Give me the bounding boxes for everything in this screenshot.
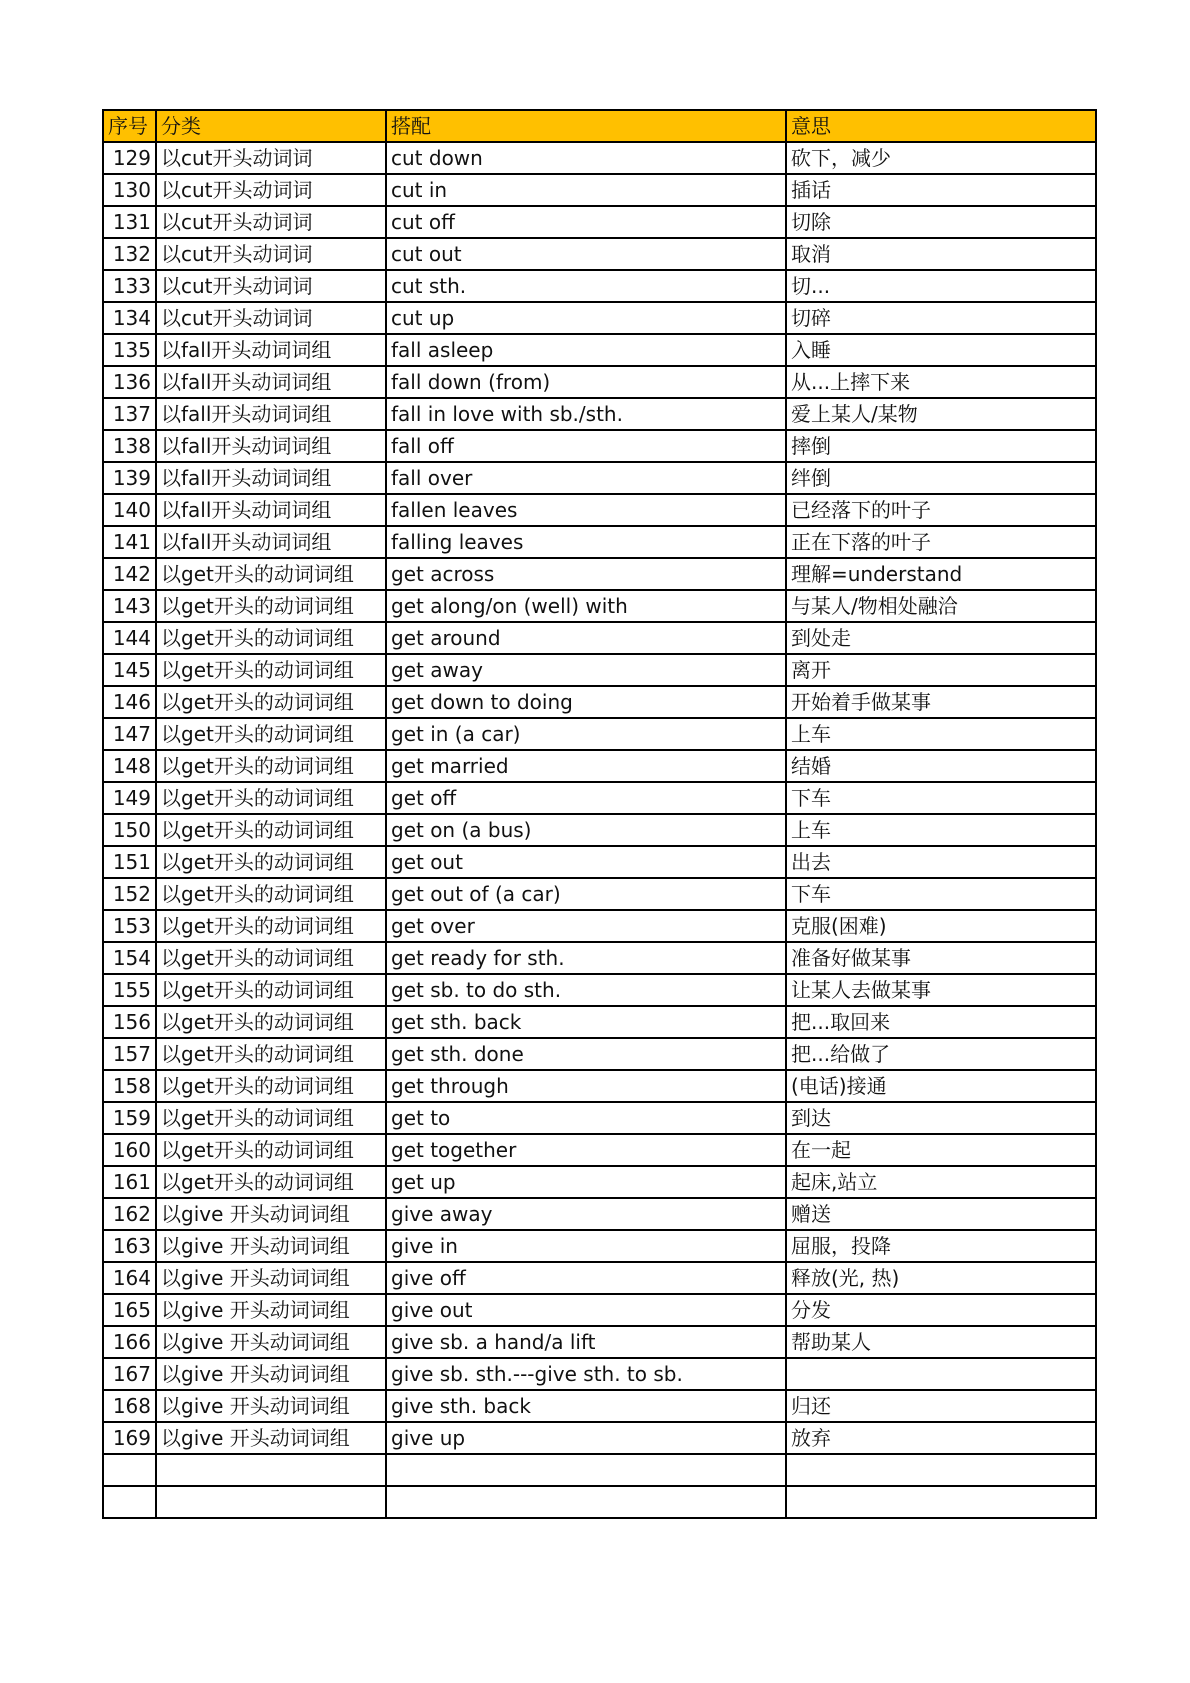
cell-phrase	[386, 1454, 786, 1486]
cell-index: 144	[103, 622, 156, 654]
cell-phrase: get through	[386, 1070, 786, 1102]
table-row	[103, 622, 1096, 654]
cell-index: 153	[103, 910, 156, 942]
cell-index: 159	[103, 1102, 156, 1134]
cell-meaning: 摔倒	[786, 430, 1096, 462]
cell-phrase: get in (a car)	[386, 718, 786, 750]
cell-index: 149	[103, 782, 156, 814]
cell-meaning: 屈服，投降	[786, 1230, 1096, 1262]
table-row	[103, 430, 1096, 462]
cell-meaning	[786, 1486, 1096, 1518]
cell-phrase: get down to doing	[386, 686, 786, 718]
cell-phrase: give sb. sth.---give sth. to sb.	[386, 1358, 786, 1390]
cell-index: 160	[103, 1134, 156, 1166]
cell-category: 以give 开头动词词组	[156, 1358, 386, 1390]
table-row	[103, 494, 1096, 526]
header-category: 分类	[156, 110, 386, 142]
cell-category: 以get开头的动词词组	[156, 974, 386, 1006]
cell-meaning: 上车	[786, 718, 1096, 750]
cell-meaning: 切碎	[786, 302, 1096, 334]
cell-index: 166	[103, 1326, 156, 1358]
cell-category: 以give 开头动词词组	[156, 1230, 386, 1262]
cell-meaning	[786, 1358, 1096, 1390]
cell-meaning: 切...	[786, 270, 1096, 302]
cell-category: 以cut开头动词词	[156, 270, 386, 302]
cell-index: 135	[103, 334, 156, 366]
table-row	[103, 1134, 1096, 1166]
table-row	[103, 238, 1096, 270]
cell-index: 156	[103, 1006, 156, 1038]
cell-phrase: cut down	[386, 142, 786, 174]
cell-meaning: 到达	[786, 1102, 1096, 1134]
cell-category: 以get开头的动词词组	[156, 1134, 386, 1166]
table-row	[103, 1038, 1096, 1070]
cell-meaning: 从...上摔下来	[786, 366, 1096, 398]
table-row	[103, 462, 1096, 494]
header-meaning: 意思	[786, 110, 1096, 142]
cell-phrase: give away	[386, 1198, 786, 1230]
cell-meaning: 放弃	[786, 1422, 1096, 1454]
cell-index: 146	[103, 686, 156, 718]
cell-phrase: get out of (a car)	[386, 878, 786, 910]
cell-meaning	[786, 1454, 1096, 1486]
cell-index: 155	[103, 974, 156, 1006]
table-row	[103, 174, 1096, 206]
cell-phrase: get sth. back	[386, 1006, 786, 1038]
cell-index: 132	[103, 238, 156, 270]
cell-index: 164	[103, 1262, 156, 1294]
cell-index	[103, 1486, 156, 1518]
cell-index: 138	[103, 430, 156, 462]
table-row	[103, 1454, 1096, 1486]
cell-phrase: cut sth.	[386, 270, 786, 302]
table-row	[103, 942, 1096, 974]
cell-index: 163	[103, 1230, 156, 1262]
cell-category: 以get开头的动词词组	[156, 782, 386, 814]
cell-meaning: 把...取回来	[786, 1006, 1096, 1038]
cell-index: 162	[103, 1198, 156, 1230]
cell-category: 以cut开头动词词	[156, 238, 386, 270]
table-row	[103, 206, 1096, 238]
cell-category: 以fall开头动词词组	[156, 430, 386, 462]
cell-category: 以get开头的动词词组	[156, 1038, 386, 1070]
cell-meaning: 在一起	[786, 1134, 1096, 1166]
cell-index: 148	[103, 750, 156, 782]
cell-meaning: 赠送	[786, 1198, 1096, 1230]
table-row	[103, 974, 1096, 1006]
table-row	[103, 1166, 1096, 1198]
cell-meaning: 上车	[786, 814, 1096, 846]
cell-meaning: 结婚	[786, 750, 1096, 782]
cell-index: 134	[103, 302, 156, 334]
cell-phrase: get over	[386, 910, 786, 942]
cell-phrase: cut off	[386, 206, 786, 238]
table-row	[103, 654, 1096, 686]
cell-index: 137	[103, 398, 156, 430]
cell-phrase: fallen leaves	[386, 494, 786, 526]
cell-meaning: 释放(光, 热)	[786, 1262, 1096, 1294]
cell-meaning: 归还	[786, 1390, 1096, 1422]
table-row	[103, 558, 1096, 590]
cell-meaning: 理解=understand	[786, 558, 1096, 590]
cell-phrase: get along/on (well) with	[386, 590, 786, 622]
cell-index: 143	[103, 590, 156, 622]
cell-category: 以get开头的动词词组	[156, 750, 386, 782]
cell-index: 131	[103, 206, 156, 238]
cell-phrase: cut out	[386, 238, 786, 270]
table-row	[103, 878, 1096, 910]
cell-index: 142	[103, 558, 156, 590]
cell-category: 以get开头的动词词组	[156, 1102, 386, 1134]
cell-category: 以get开头的动词词组	[156, 910, 386, 942]
table-row	[103, 366, 1096, 398]
cell-meaning: 把...给做了	[786, 1038, 1096, 1070]
cell-phrase: get out	[386, 846, 786, 878]
cell-phrase: get up	[386, 1166, 786, 1198]
cell-phrase: fall asleep	[386, 334, 786, 366]
cell-index: 140	[103, 494, 156, 526]
cell-index: 130	[103, 174, 156, 206]
cell-category: 以get开头的动词词组	[156, 814, 386, 846]
cell-index: 136	[103, 366, 156, 398]
table-row	[103, 846, 1096, 878]
cell-category: 以get开头的动词词组	[156, 1070, 386, 1102]
table-row	[103, 1198, 1096, 1230]
cell-meaning: 取消	[786, 238, 1096, 270]
cell-category: 以get开头的动词词组	[156, 1006, 386, 1038]
cell-index: 147	[103, 718, 156, 750]
cell-phrase: get together	[386, 1134, 786, 1166]
cell-meaning: 切除	[786, 206, 1096, 238]
header-index: 序号	[103, 110, 156, 142]
cell-index: 157	[103, 1038, 156, 1070]
table-row	[103, 814, 1096, 846]
cell-index: 161	[103, 1166, 156, 1198]
cell-category: 以give 开头动词词组	[156, 1422, 386, 1454]
cell-phrase: get off	[386, 782, 786, 814]
cell-meaning: 离开	[786, 654, 1096, 686]
cell-meaning: 分发	[786, 1294, 1096, 1326]
cell-index: 152	[103, 878, 156, 910]
cell-phrase: get to	[386, 1102, 786, 1134]
cell-meaning: (电话)接通	[786, 1070, 1096, 1102]
cell-phrase: get across	[386, 558, 786, 590]
table-row	[103, 1230, 1096, 1262]
cell-index: 151	[103, 846, 156, 878]
cell-category: 以get开头的动词词组	[156, 622, 386, 654]
cell-index	[103, 1454, 156, 1486]
table-row	[103, 1102, 1096, 1134]
cell-phrase: fall off	[386, 430, 786, 462]
cell-category	[156, 1454, 386, 1486]
cell-meaning: 准备好做某事	[786, 942, 1096, 974]
cell-index: 158	[103, 1070, 156, 1102]
table-row	[103, 302, 1096, 334]
table-row	[103, 1006, 1096, 1038]
cell-phrase: get ready for sth.	[386, 942, 786, 974]
cell-category: 以cut开头动词词	[156, 302, 386, 334]
cell-category: 以give 开头动词词组	[156, 1294, 386, 1326]
cell-meaning: 砍下，减少	[786, 142, 1096, 174]
cell-category: 以get开头的动词词组	[156, 686, 386, 718]
table-row	[103, 526, 1096, 558]
cell-phrase: give out	[386, 1294, 786, 1326]
cell-index: 154	[103, 942, 156, 974]
cell-index: 167	[103, 1358, 156, 1390]
cell-category: 以give 开头动词词组	[156, 1390, 386, 1422]
cell-phrase: give up	[386, 1422, 786, 1454]
cell-category: 以get开头的动词词组	[156, 1166, 386, 1198]
cell-index: 168	[103, 1390, 156, 1422]
cell-category: 以get开头的动词词组	[156, 558, 386, 590]
cell-category: 以get开头的动词词组	[156, 654, 386, 686]
cell-meaning: 克服(困难)	[786, 910, 1096, 942]
table-row	[103, 270, 1096, 302]
cell-category: 以cut开头动词词	[156, 142, 386, 174]
cell-phrase: give in	[386, 1230, 786, 1262]
cell-category: 以fall开头动词词组	[156, 526, 386, 558]
cell-phrase: get married	[386, 750, 786, 782]
cell-index: 145	[103, 654, 156, 686]
cell-phrase: cut in	[386, 174, 786, 206]
cell-phrase: falling leaves	[386, 526, 786, 558]
cell-phrase: fall in love with sb./sth.	[386, 398, 786, 430]
cell-category: 以fall开头动词词组	[156, 366, 386, 398]
cell-meaning: 让某人去做某事	[786, 974, 1096, 1006]
cell-meaning: 到处走	[786, 622, 1096, 654]
cell-meaning: 下车	[786, 782, 1096, 814]
cell-index: 141	[103, 526, 156, 558]
cell-category: 以fall开头动词词组	[156, 494, 386, 526]
table-row	[103, 1486, 1096, 1518]
table-row	[103, 590, 1096, 622]
cell-category: 以fall开头动词词组	[156, 398, 386, 430]
cell-category: 以get开头的动词词组	[156, 846, 386, 878]
table-row	[103, 142, 1096, 174]
cell-category: 以cut开头动词词	[156, 174, 386, 206]
cell-meaning: 入睡	[786, 334, 1096, 366]
cell-category: 以fall开头动词词组	[156, 462, 386, 494]
phrase-table	[102, 109, 1097, 1519]
cell-phrase: get away	[386, 654, 786, 686]
table-row	[103, 334, 1096, 366]
cell-phrase: get sth. done	[386, 1038, 786, 1070]
table-row	[103, 1390, 1096, 1422]
cell-category: 以give 开头动词词组	[156, 1198, 386, 1230]
cell-meaning: 爱上某人/某物	[786, 398, 1096, 430]
cell-meaning: 起床,站立	[786, 1166, 1096, 1198]
table-row	[103, 718, 1096, 750]
cell-index: 139	[103, 462, 156, 494]
cell-category: 以fall开头动词词组	[156, 334, 386, 366]
table-row	[103, 1294, 1096, 1326]
cell-phrase: get on (a bus)	[386, 814, 786, 846]
cell-meaning: 绊倒	[786, 462, 1096, 494]
cell-category: 以get开头的动词词组	[156, 718, 386, 750]
cell-meaning: 与某人/物相处融洽	[786, 590, 1096, 622]
header-phrase: 搭配	[386, 110, 786, 142]
cell-index: 133	[103, 270, 156, 302]
table-row	[103, 1358, 1096, 1390]
cell-category	[156, 1486, 386, 1518]
cell-meaning: 下车	[786, 878, 1096, 910]
cell-phrase: cut up	[386, 302, 786, 334]
cell-phrase: fall down (from)	[386, 366, 786, 398]
table-row	[103, 398, 1096, 430]
cell-phrase: get around	[386, 622, 786, 654]
cell-index: 129	[103, 142, 156, 174]
cell-meaning: 正在下落的叶子	[786, 526, 1096, 558]
cell-phrase: give sth. back	[386, 1390, 786, 1422]
cell-category: 以get开头的动词词组	[156, 878, 386, 910]
table-row	[103, 910, 1096, 942]
cell-phrase	[386, 1486, 786, 1518]
cell-meaning: 出去	[786, 846, 1096, 878]
table-row	[103, 750, 1096, 782]
table-row	[103, 1422, 1096, 1454]
cell-phrase: give sb. a hand/a lift	[386, 1326, 786, 1358]
cell-meaning: 已经落下的叶子	[786, 494, 1096, 526]
table-row	[103, 1070, 1096, 1102]
cell-category: 以cut开头动词词	[156, 206, 386, 238]
cell-meaning: 帮助某人	[786, 1326, 1096, 1358]
cell-category: 以get开头的动词词组	[156, 942, 386, 974]
table-row	[103, 1262, 1096, 1294]
cell-category: 以give 开头动词词组	[156, 1262, 386, 1294]
cell-index: 150	[103, 814, 156, 846]
cell-index: 169	[103, 1422, 156, 1454]
table-row	[103, 686, 1096, 718]
cell-category: 以give 开头动词词组	[156, 1326, 386, 1358]
cell-index: 165	[103, 1294, 156, 1326]
table-row	[103, 1326, 1096, 1358]
cell-phrase: fall over	[386, 462, 786, 494]
header-row	[103, 110, 1096, 142]
cell-category: 以get开头的动词词组	[156, 590, 386, 622]
table-row	[103, 782, 1096, 814]
cell-phrase: get sb. to do sth.	[386, 974, 786, 1006]
cell-meaning: 开始着手做某事	[786, 686, 1096, 718]
cell-meaning: 插话	[786, 174, 1096, 206]
cell-phrase: give off	[386, 1262, 786, 1294]
